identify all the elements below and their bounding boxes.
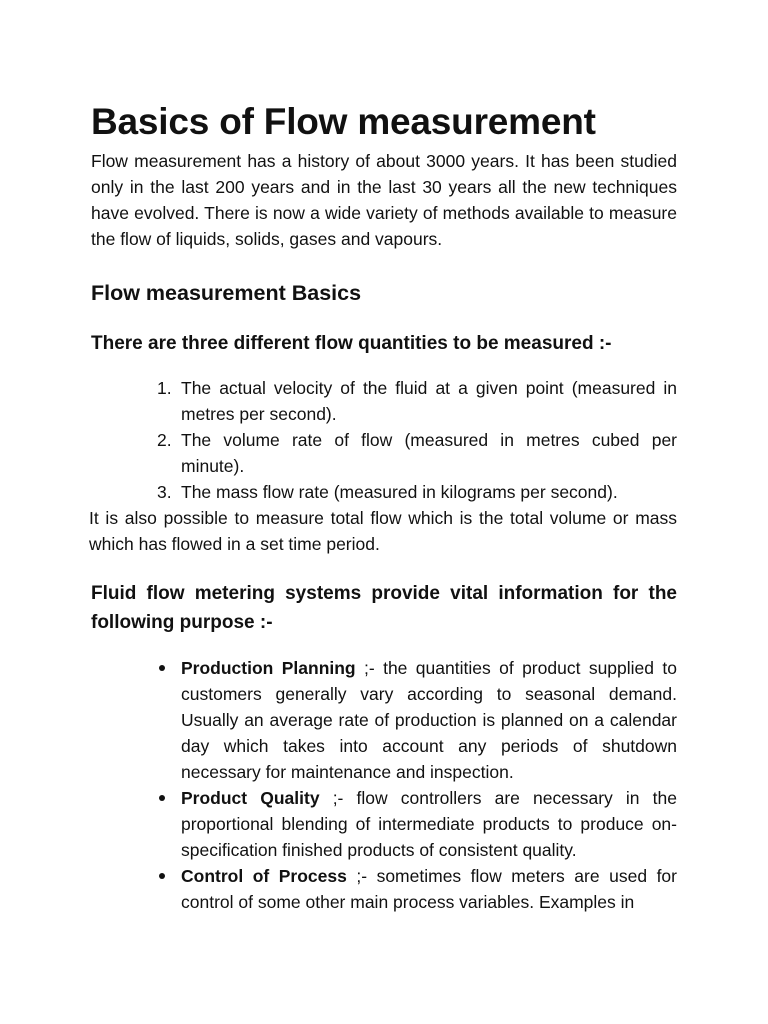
bullet-icon [159,795,165,801]
page-title: Basics of Flow measurement [91,101,596,142]
list-item [181,863,677,915]
purpose-heading: Fluid flow metering systems provide vital information for the following purpose :- [91,583,677,633]
list-item-text: The mass flow rate (measured in kilograms per second). [181,482,618,502]
list-item [181,785,677,863]
purpose-term: Control of Process [181,866,347,886]
section-heading: Flow measurement Basics [91,281,362,305]
list-item [157,427,677,479]
purpose-term: Product Quality [181,788,320,808]
list-item-text: The volume rate of flow (measured in metres cubed per minute). [181,430,677,476]
total-flow-paragraph: It is also possible to measure total flow which is the total volume or mass which has flowed in a set time period. [89,508,677,554]
purpose-term: Production Planning [181,658,356,678]
list-item [181,655,677,785]
purpose-text: ;- the quantities of product supplied to customers generally vary according to seasonal demand. Usually an average rate of production is planned on a calendar day which takes into account any periods of shutdown necessary for maintenance and inspection. [181,658,677,782]
list-item [157,375,677,427]
purpose-text: ;- sometimes flow meters are used for control of some other main process variables. Examples in [181,866,677,912]
list-number: 1. [157,378,172,398]
bullet-icon [159,873,165,879]
list-item-text: The actual velocity of the fluid at a given point (measured in metres per second). [181,378,677,424]
bullet-icon [159,665,165,671]
purposes-list [181,655,677,915]
quantities-heading: There are three different flow quantities to be measured :- [91,333,612,354]
list-item [157,479,677,505]
quantities-list [157,375,677,505]
list-number: 3. [157,482,172,502]
intro-paragraph: Flow measurement has a history of about 3000 years. It has been studied only in the last 200 years and in the last 30 years all the new techniques have evolved. There is now a wide variety of methods available to measure the flow of liquids, solids, gases and vapours. [91,151,677,249]
list-number: 2. [157,430,172,450]
purpose-text: ;- flow controllers are necessary in the proportional blending of intermediate products to produce on-specification finished products of consistent quality. [181,788,677,860]
